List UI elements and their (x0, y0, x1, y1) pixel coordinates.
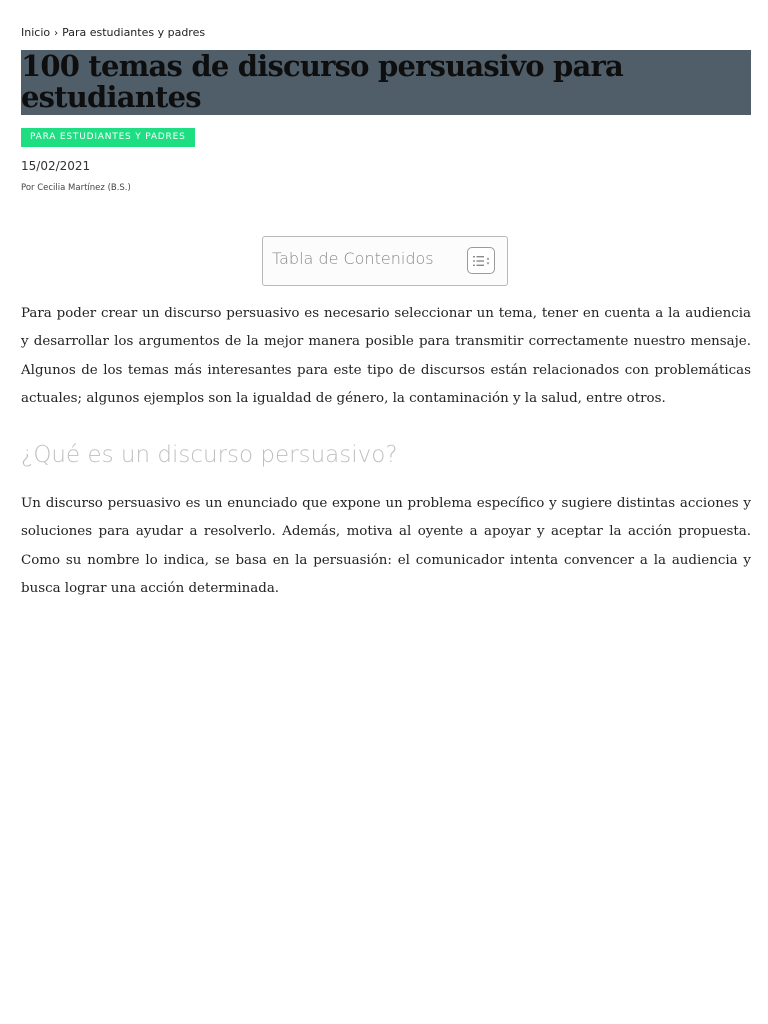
title-block (21, 50, 751, 115)
page-title: 100 temas de discurso persuasivo para estudiantes (21, 49, 623, 114)
intro-paragraph: Para poder crear un discurso persuasivo es necesario seleccionar un tema, tener en cuenta a la audiencia y desarrollar los argumentos de la mejor manera posible para transmitir correctamente nuestro mensaje. Algunos de los temas más interesantes para este tipo de discursos están relacionados con problemáticas actuales; algunos ejemplos son la igualdad de género, la contaminación y la salud, entre otros. (21, 306, 751, 406)
list-toggle-icon (472, 254, 492, 268)
author-byline: Por Cecilia Martínez (B.S.) (21, 183, 131, 193)
table-of-contents (262, 236, 508, 286)
publish-date: 15/02/2021 (21, 159, 91, 173)
breadcrumb-home-link[interactable]: Inicio (21, 26, 51, 39)
toc-title: Tabla de Contenidos (272, 249, 434, 268)
breadcrumb-current-link[interactable]: Para estudiantes y padres (62, 26, 206, 39)
toc-toggle-button[interactable] (467, 247, 495, 274)
breadcrumb (21, 26, 205, 39)
section-heading: ¿Qué es un discurso persuasivo? (21, 442, 398, 468)
section-paragraph: Un discurso persuasivo es un enunciado que expone un problema específico y sugiere distintas acciones y soluciones para ayudar a resolverlo. Además, motiva al oyente a apoyar y aceptar la acción propuesta. Como su nombre lo indica, se basa en la persuasión: el comunicador intenta convencer a la audiencia y busca lograr una acción determinada. (21, 496, 751, 596)
breadcrumb-separator: › (54, 28, 59, 39)
category-badge[interactable]: PARA ESTUDIANTES Y PADRES (21, 128, 195, 147)
